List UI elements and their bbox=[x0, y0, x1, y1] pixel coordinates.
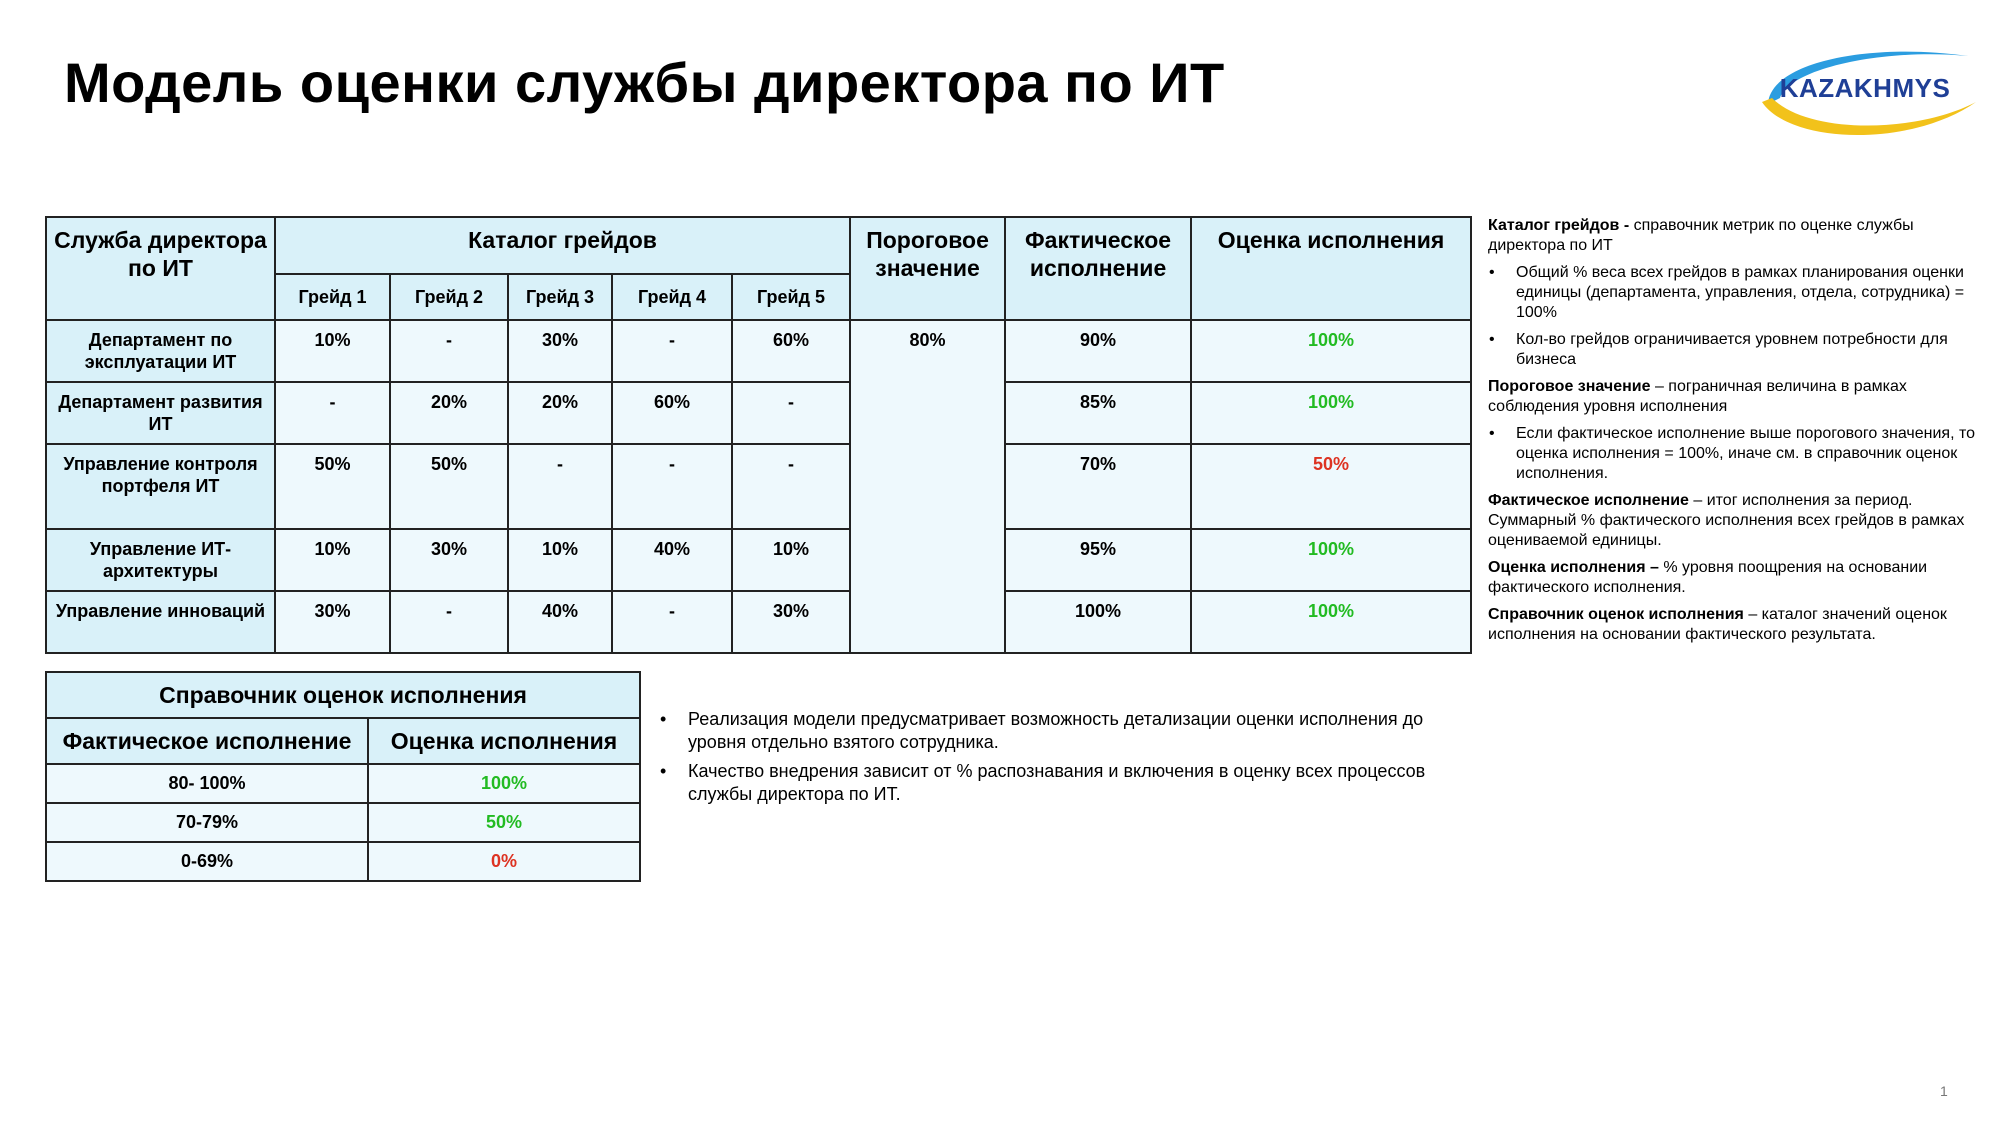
grade-cell: 50% bbox=[390, 444, 508, 529]
catalog-bullets bbox=[1488, 263, 1988, 370]
score-cell: 100% bbox=[1191, 591, 1471, 653]
grade-cell: - bbox=[612, 444, 732, 529]
definition-catalog bbox=[1488, 216, 1988, 256]
row-name: Департамент по эксплуатации ИТ bbox=[46, 320, 275, 382]
implementation-notes bbox=[660, 708, 1480, 812]
list-item: • Реализация модели предусматривает возможность детализации оценки исполнения до уровня отдельно взятого сотрудника. bbox=[660, 708, 1480, 754]
grade-cell: 60% bbox=[612, 382, 732, 444]
header-grade-1: Грейд 1 bbox=[275, 274, 390, 320]
header-threshold: Пороговое значение bbox=[850, 217, 1005, 320]
row-name: Управление контроля портфеля ИТ bbox=[46, 444, 275, 529]
list-item: • Качество внедрения зависит от % распознавания и включения в оценку всех процессов службы директора по ИТ. bbox=[660, 760, 1480, 806]
score-cell: 100% bbox=[1191, 382, 1471, 444]
term: Каталог грейдов - bbox=[1488, 217, 1630, 234]
grade-cell: 30% bbox=[390, 529, 508, 591]
table-row bbox=[46, 803, 640, 842]
grade-cell: - bbox=[732, 444, 850, 529]
grade-cell: 10% bbox=[508, 529, 612, 591]
grade-cell: - bbox=[612, 591, 732, 653]
table-row bbox=[46, 764, 640, 803]
actual-cell: 100% bbox=[1005, 591, 1191, 653]
ref-header-actual: Фактическое исполнение bbox=[46, 718, 368, 764]
term: Пороговое значение bbox=[1488, 378, 1651, 395]
grade-cell: 10% bbox=[275, 529, 390, 591]
table-row bbox=[46, 842, 640, 881]
grade-cell: - bbox=[508, 444, 612, 529]
grade-cell: 20% bbox=[508, 382, 612, 444]
definitions-panel bbox=[1488, 216, 1988, 652]
definition-text: % уровня поощрения на основании фактического исполнения. bbox=[1488, 559, 1928, 596]
ref-table-title: Справочник оценок исполнения bbox=[46, 672, 640, 718]
ref-header-score: Оценка исполнения bbox=[368, 718, 640, 764]
grade-cell: 30% bbox=[732, 591, 850, 653]
grade-cell: 50% bbox=[275, 444, 390, 529]
actual-cell: 85% bbox=[1005, 382, 1191, 444]
list-item: • Общий % веса всех грейдов в рамках планирования оценки единицы (департамента, управления, отдела, сотрудника) = 100% bbox=[1516, 263, 1988, 323]
header-catalog: Каталог грейдов bbox=[275, 217, 850, 274]
threshold-bullets bbox=[1488, 424, 1988, 484]
ref-range: 0-69% bbox=[46, 842, 368, 881]
header-grade-3: Грейд 3 bbox=[508, 274, 612, 320]
actual-cell: 95% bbox=[1005, 529, 1191, 591]
ref-score: 50% bbox=[368, 803, 640, 842]
grade-cell: 10% bbox=[732, 529, 850, 591]
list-item: • Если фактическое исполнение выше порогового значения, то оценка исполнения = 100%, иначе см. в справочник оценок исполнения. bbox=[1516, 424, 1988, 484]
table-row bbox=[46, 382, 1471, 444]
header-service: Служба директора по ИТ bbox=[46, 217, 275, 320]
table-row bbox=[46, 444, 1471, 529]
row-name: Управление ИТ-архитектуры bbox=[46, 529, 275, 591]
definition-text: справочник метрик по оценке службы директора по ИТ bbox=[1488, 217, 1914, 254]
score-cell: 100% bbox=[1191, 529, 1471, 591]
grade-cell: - bbox=[390, 320, 508, 382]
ref-range: 80- 100% bbox=[46, 764, 368, 803]
definition-text: – пограничная величина в рамках соблюдения уровня исполнения bbox=[1488, 378, 1907, 415]
row-name: Управление инноваций bbox=[46, 591, 275, 653]
header-score: Оценка исполнения bbox=[1191, 217, 1471, 320]
term: Справочник оценок исполнения bbox=[1488, 606, 1744, 623]
grade-cell: - bbox=[390, 591, 508, 653]
grade-cell: 30% bbox=[508, 320, 612, 382]
table-row bbox=[46, 320, 1471, 382]
logo-text: KAZAKHMYS bbox=[1779, 73, 1951, 103]
term: Оценка исполнения – bbox=[1488, 559, 1659, 576]
definition-text: – каталог значений оценок исполнения на основании фактического результата. bbox=[1488, 606, 1947, 643]
grade-cell: 20% bbox=[390, 382, 508, 444]
grades-table bbox=[45, 216, 1472, 654]
definition-threshold bbox=[1488, 377, 1988, 417]
page-title: Модель оценки службы директора по ИТ bbox=[64, 51, 1225, 114]
ref-range: 70-79% bbox=[46, 803, 368, 842]
ref-score: 100% bbox=[368, 764, 640, 803]
grade-cell: 30% bbox=[275, 591, 390, 653]
actual-cell: 90% bbox=[1005, 320, 1191, 382]
grade-cell: 60% bbox=[732, 320, 850, 382]
kazakhmys-logo-icon bbox=[1750, 40, 1980, 145]
grade-cell: - bbox=[732, 382, 850, 444]
list-item: • Кол-во грейдов ограничивается уровнем потребности для бизнеса bbox=[1516, 330, 1988, 370]
definition-score bbox=[1488, 558, 1988, 598]
score-cell: 100% bbox=[1191, 320, 1471, 382]
ref-score: 0% bbox=[368, 842, 640, 881]
header-grade-4: Грейд 4 bbox=[612, 274, 732, 320]
actual-cell: 70% bbox=[1005, 444, 1191, 529]
header-grade-2: Грейд 2 bbox=[390, 274, 508, 320]
grade-cell: 40% bbox=[612, 529, 732, 591]
table-row bbox=[46, 591, 1471, 653]
header-actual: Фактическое исполнение bbox=[1005, 217, 1191, 320]
definition-actual bbox=[1488, 491, 1988, 551]
grade-cell: - bbox=[275, 382, 390, 444]
score-cell: 50% bbox=[1191, 444, 1471, 529]
header-grade-5: Грейд 5 bbox=[732, 274, 850, 320]
grade-cell: 10% bbox=[275, 320, 390, 382]
row-name: Департамент развития ИТ bbox=[46, 382, 275, 444]
definition-text: – итог исполнения за период. Суммарный % фактического исполнения всех грейдов в рамках оцениваемой единицы. bbox=[1488, 492, 1965, 549]
table-row bbox=[46, 529, 1471, 591]
term: Фактическое исполнение bbox=[1488, 492, 1689, 509]
page-number: 1 bbox=[1940, 1083, 1948, 1099]
grade-cell: 40% bbox=[508, 591, 612, 653]
score-reference-table bbox=[45, 671, 641, 882]
threshold-cell: 80% bbox=[850, 320, 1005, 653]
grade-cell: - bbox=[612, 320, 732, 382]
definition-reference bbox=[1488, 605, 1988, 645]
